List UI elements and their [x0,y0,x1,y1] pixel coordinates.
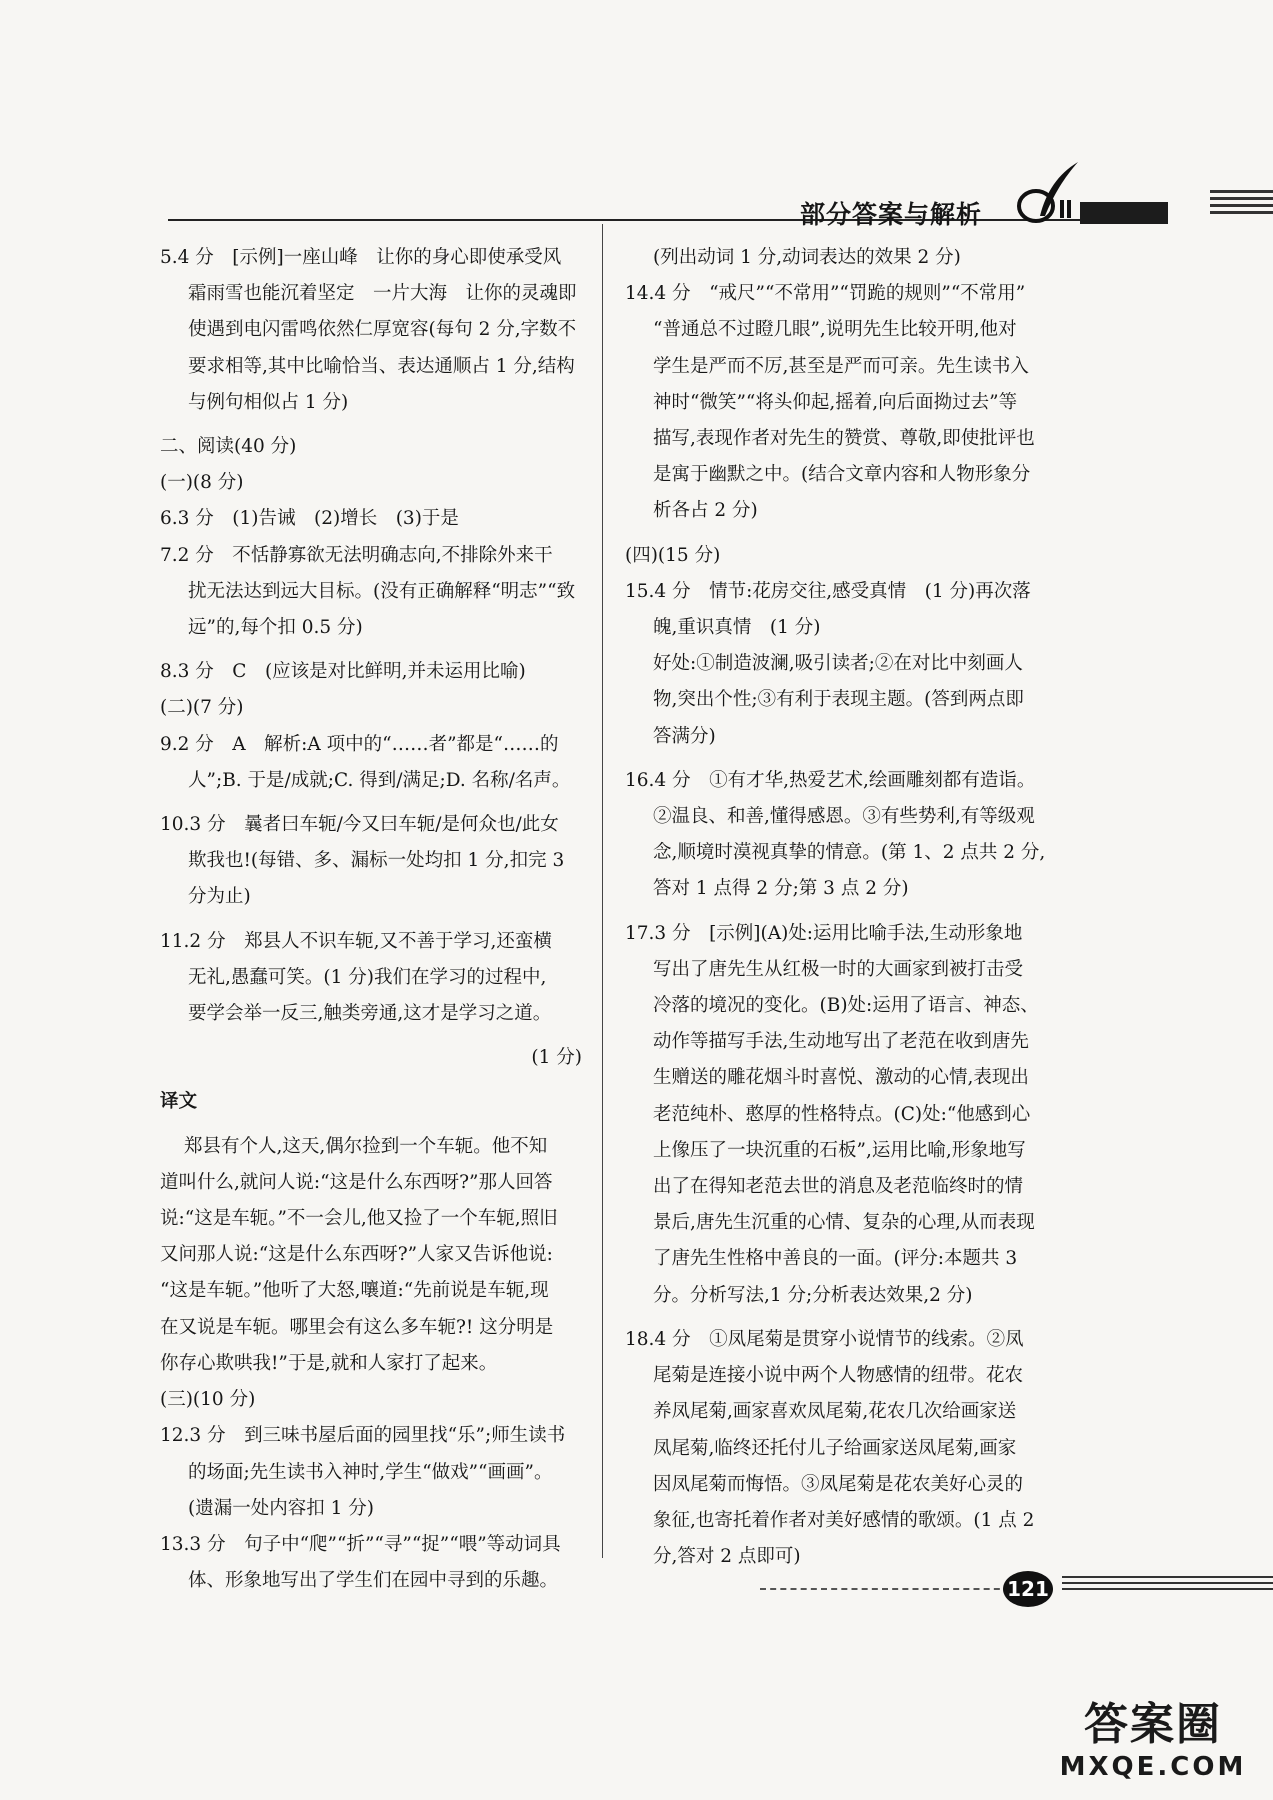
text-line: 冷落的境况的变化。(B)处:运用了语言、神态、 [653,995,1039,1017]
text-line: 又问那人说:“这是什么东西呀?”人家又告诉他说: [160,1244,553,1266]
text-line: 12.3 分 到三味书屋后面的园里找“乐”;师生读书 [160,1425,566,1447]
text-line: 9.2 分 A 解析:A 项中的“……者”都是“……的 [160,733,559,755]
text-line: 郑县有个人,这天,偶尔捡到一个车轭。他不知 [184,1135,548,1157]
text-line: 上像压了一块沉重的石板”,运用比喻,形象地写 [653,1139,1026,1161]
text-line: 景后,唐先生沉重的心情、复杂的心理,从而表现 [653,1212,1035,1234]
text-line: 体、形象地写出了学生们在园中寻到的乐趣。 [188,1570,559,1592]
column-divider [602,224,603,1558]
text-line: 8.3 分 C (应该是对比鲜明,并未运用比喻) [160,661,526,683]
text-line: (列出动词 1 分,动词表达的效果 2 分) [653,247,961,268]
text-line: 与例句相似占 1 分) [188,391,349,413]
translation-heading: 译文 [160,1091,198,1113]
text-line: 7.2 分 不恬静寡欲无法明确志向,不排除外来干 [160,544,553,566]
text-line: 念,顺境时漠视真挚的情意。(第 1、2 点共 2 分, [653,842,1046,864]
quill-logo-icon [1012,160,1082,232]
text-line: 象征,也寄托着作者对美好感情的歌颂。(1 点 2 [653,1509,1035,1531]
text-line: 11.2 分 郑县人不识车轭,又不善于学习,还蛮横 [160,930,552,952]
text-line: 无礼,愚蠢可笑。(1 分)我们在学习的过程中, [188,966,547,988]
text-line: 动作等描写手法,生动地写出了老范在收到唐先 [653,1031,1029,1053]
footer-lines-edge [1212,1576,1273,1594]
text-line: 学生是严而不厉,甚至是严而可亲。先生读书入 [653,355,1029,377]
text-line: 分,答对 2 点即可) [653,1546,801,1568]
text-line: 答对 1 点得 2 分;第 3 点 2 分) [653,878,909,900]
text-line: 远”的,每个扣 0.5 分) [188,617,363,639]
section-heading: (二)(7 分) [160,697,244,719]
text-line: 生赠送的雕花烟斗时喜悦、激动的心情,表现出 [653,1067,1029,1089]
text-line: 欺我也!(每错、多、漏标一处均扣 1 分,扣完 3 [188,850,565,872]
section-heading: 二、阅读(40 分) [160,436,297,458]
section-heading: (三)(10 分) [160,1389,256,1411]
text-line: 答满分) [653,725,716,747]
text-line: 物,突出个性;③有利于表现主题。(答到两点即 [653,689,1024,711]
text-line: 要求相等,其中比喻恰当、表达通顺占 1 分,结构 [188,355,575,377]
text-line: 15.4 分 情节:花房交往,感受真情 (1 分)再次落 [625,580,1031,602]
watermark-top-text: 答案圈 [1084,1699,1222,1750]
watermark-bottom-text: MXQE.COM [1059,1752,1247,1782]
text-line: 好处:①制造波澜,吸引读者;②在对比中刻画人 [653,653,1023,675]
text-line: 道叫什么,就问人说:“这是什么东西呀?”那人回答 [160,1171,553,1193]
text-line: 神时“微笑”“将头仰起,摇着,向后面拗过去”等 [653,391,1018,413]
text-line: 在又说是车轭。哪里会有这么多车轭?! 这分明是 [160,1316,554,1338]
header-bar [1080,202,1168,224]
footer-dashed-rule [760,1588,1010,1590]
text-line: 描写,表现作者对先生的赞赏、尊敬,即使批评也 [653,428,1035,450]
text-line: 养凤尾菊,画家喜欢凤尾菊,花农几次给画家送 [653,1401,1017,1423]
text-line: 析各占 2 分) [653,500,758,522]
watermark-logo [1048,1700,1258,1792]
text-line: 尾菊是连接小说中两个人物感情的纽带。花农 [653,1365,1024,1387]
text-line: 老范纯朴、憨厚的性格特点。(C)处:“他感到心 [653,1103,1031,1125]
text-line: 10.3 分 曩者曰车轭/今又曰车轭/是何众也/此女 [160,814,559,836]
section-heading: (一)(8 分) [160,472,244,494]
text-line: 6.3 分 (1)告诫 (2)增长 (3)于是 [160,508,459,530]
text-line: 霜雨雪也能沉着坚定 一片大海 让你的灵魂即 [188,283,577,305]
section-heading: (四)(15 分) [625,544,721,566]
edge-lines-top [1210,190,1273,218]
left-column [160,240,590,1599]
text-line: 人”;B. 于是/成就;C. 得到/满足;D. 名称/名声。 [188,769,571,791]
text-line: 写出了唐先生从红极一时的大画家到被打击受 [653,958,1024,980]
text-line: 13.3 分 句子中“爬”“折”“寻”“捉”“喂”等动词具 [160,1533,561,1555]
right-column [625,240,1045,1575]
footer-lines [1062,1576,1217,1594]
text-line: 凤尾菊,临终还托付儿子给画家送凤尾菊,画家 [653,1437,1017,1459]
text-line: ②温良、和善,懂得感恩。③有些势利,有等级观 [653,806,1035,828]
text-line: 18.4 分 ①凤尾菊是贯穿小说情节的线索。②凤 [625,1328,1024,1350]
text-line: 17.3 分 [示例](A)处:运用比喻手法,生动形象地 [625,922,1023,944]
text-line: 的场面;先生读书入神时,学生“做戏”“画画”。 [188,1461,553,1483]
text-line: 因凤尾菊而悔悟。③凤尾菊是花农美好心灵的 [653,1473,1024,1495]
text-line: 5.4 分 [示例]一座山峰 让你的身心即使承受风 [160,247,562,268]
text-line: 分。分析写法,1 分;分析表达效果,2 分) [653,1284,973,1306]
text-line: 了唐先生性格中善良的一面。(评分:本题共 3 [653,1248,1018,1270]
text-line: “这是车轭。”他听了大怒,嚷道:“先前说是车轭,现 [160,1280,549,1302]
text-line: 要学会举一反三,触类旁通,这才是学习之道。 [188,1003,552,1025]
text-line: 16.4 分 ①有才华,热爱艺术,绘画雕刻都有造诣。 [625,769,1036,791]
text-line: 使遇到电闪雷鸣依然仁厚宽容(每句 2 分,字数不 [188,319,577,341]
text-line: (遗漏一处内容扣 1 分) [188,1497,374,1519]
page-number: 121 [1003,1571,1053,1607]
text-line: 魄,重识真情 (1 分) [653,617,821,639]
header-title: 部分答案与解析 [800,200,983,229]
text-line: 你存心欺哄我!”于是,就和人家打了起来。 [160,1352,498,1374]
text-line: 14.4 分 “戒尺”“不常用”“罚跪的规则”“不常用” [625,283,1026,305]
text-line: 分为止) [188,886,251,908]
text-line: 扰无法达到远大目标。(没有正确解释“明志”“致 [188,580,576,602]
text-line: 出了在得知老范去世的消息及老范临终时的情 [653,1176,1024,1198]
text-line: “普通总不过瞪几眼”,说明先生比较开明,他对 [653,319,1017,341]
text-line: 是寓于幽默之中。(结合文章内容和人物形象分 [653,464,1031,486]
text-line: (1 分) [531,1047,582,1069]
text-line: 说:“这是车轭。”不一会儿,他又捡了一个车轭,照旧 [160,1208,558,1230]
